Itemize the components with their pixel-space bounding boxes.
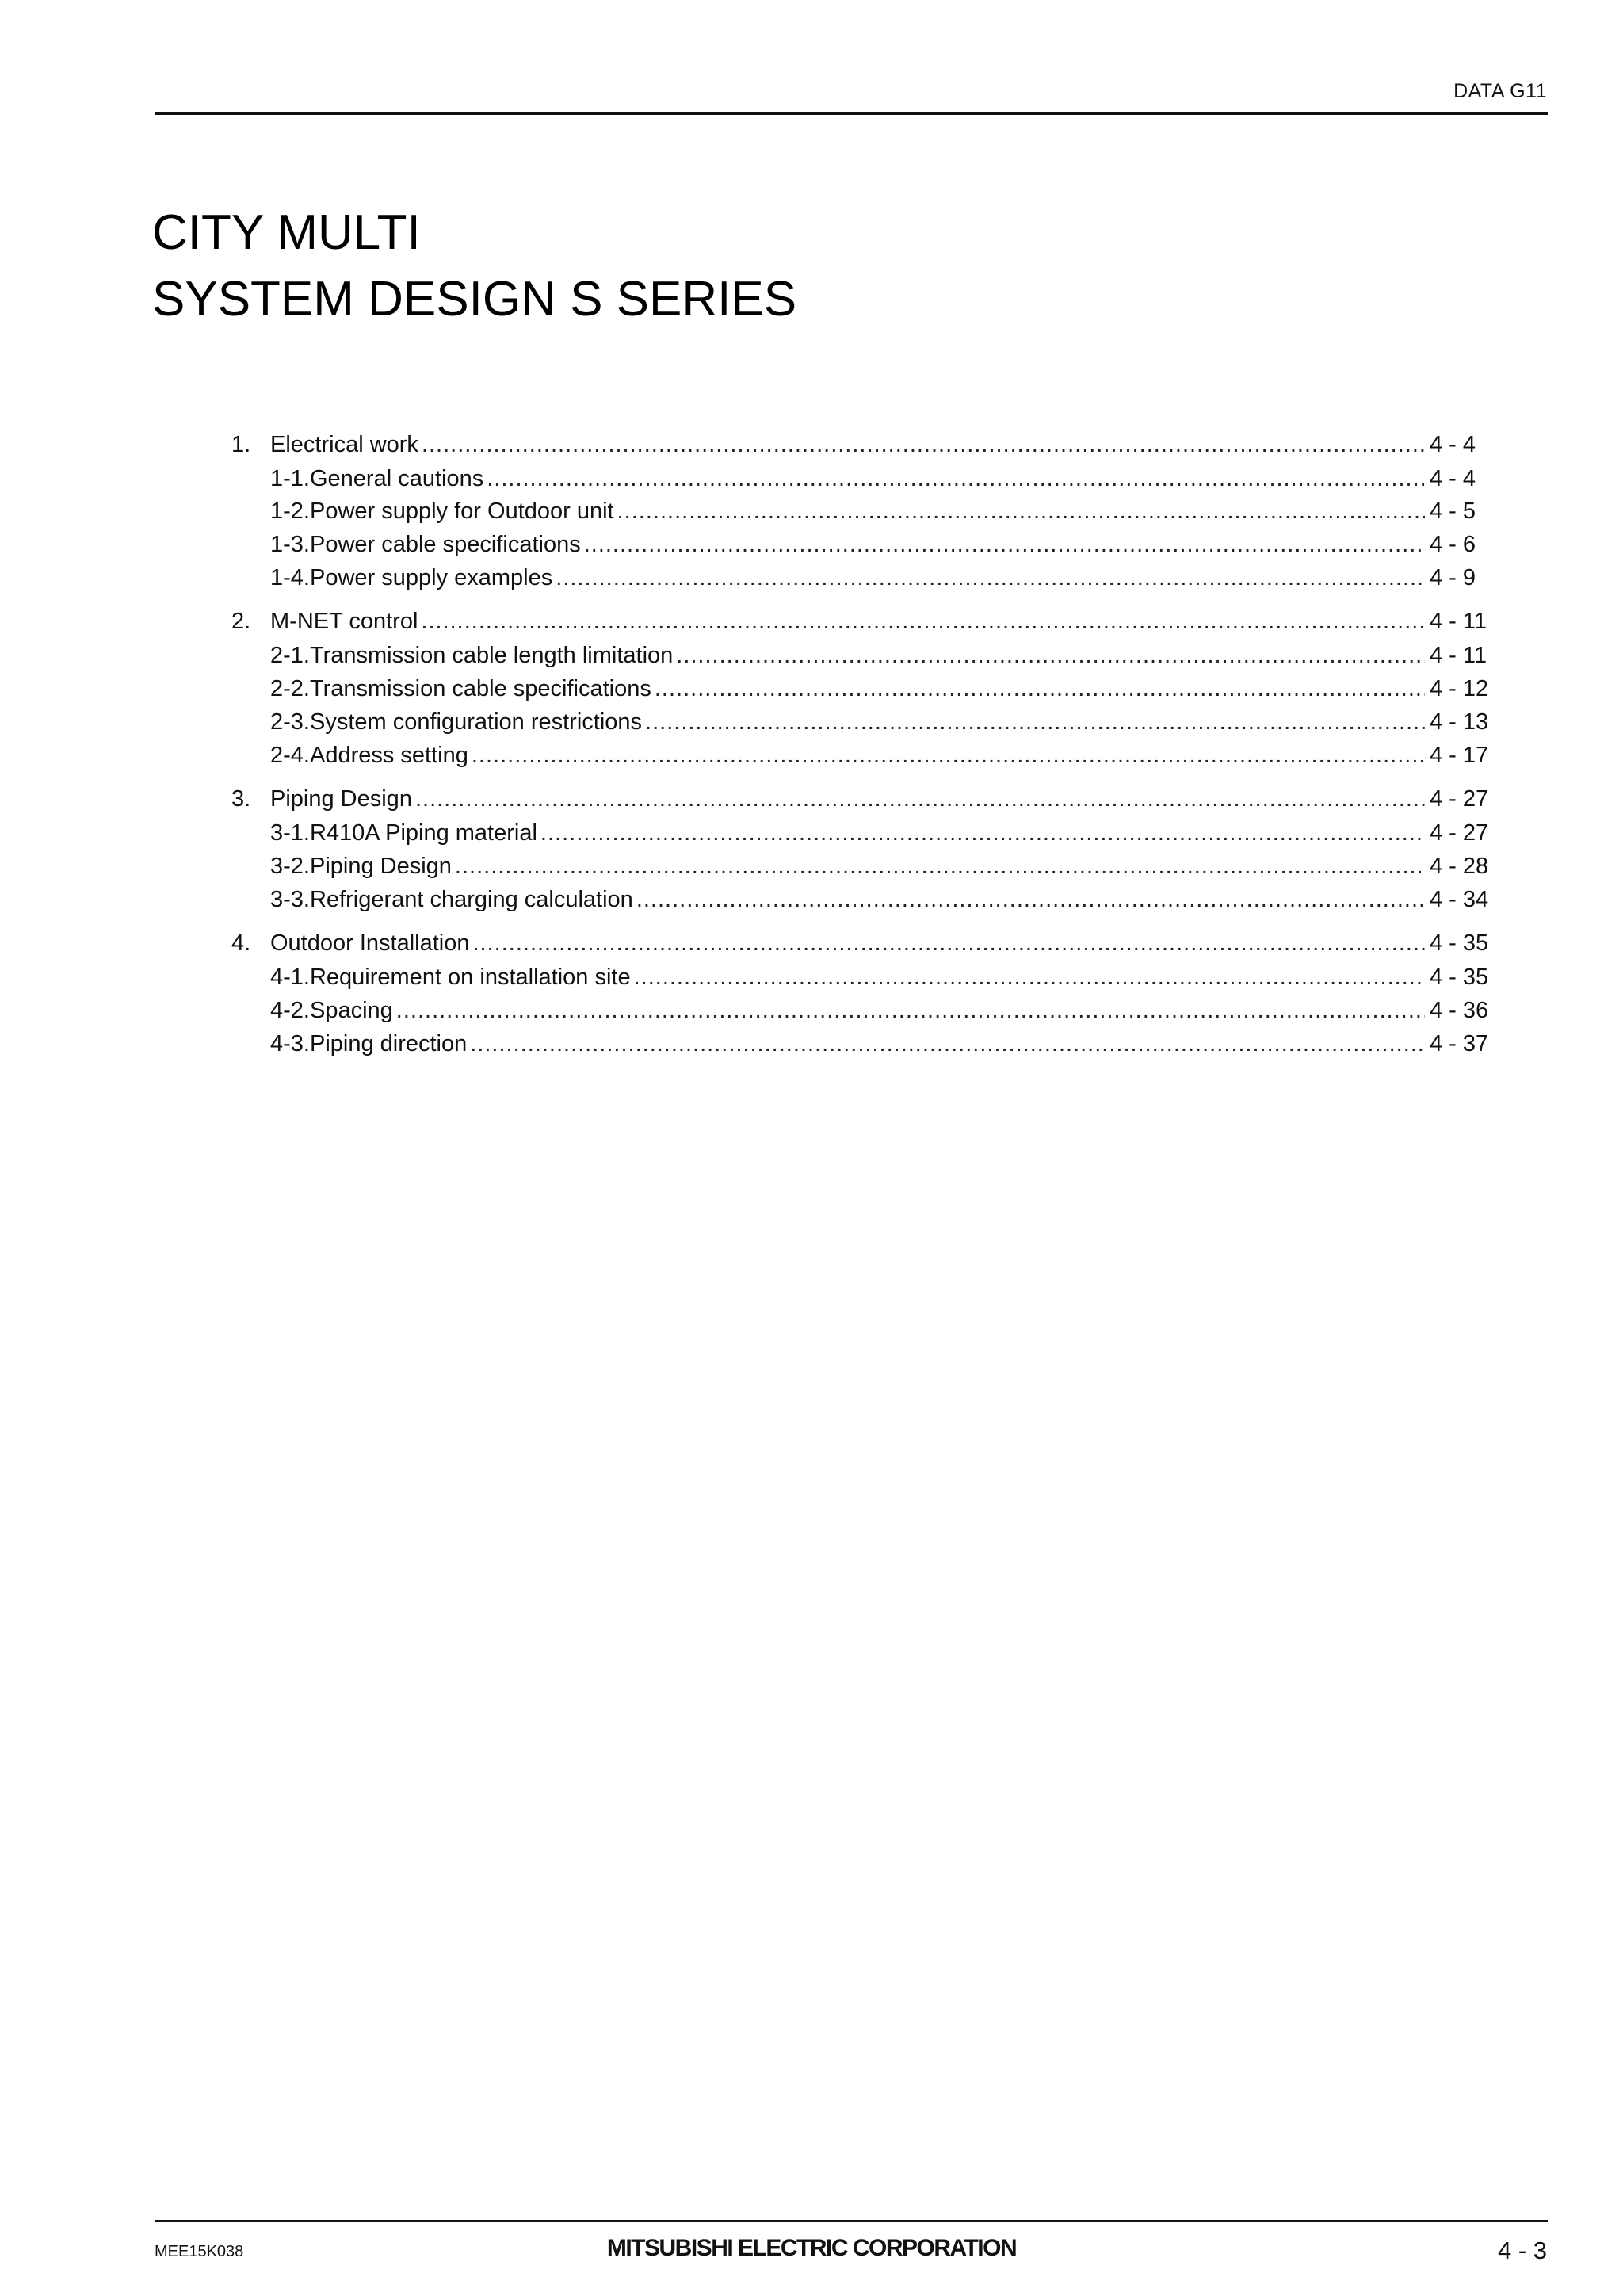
toc-item-label: 4-3.Piping direction: [270, 1031, 468, 1056]
dot-leader: [655, 673, 1425, 705]
toc-page-number: 4 - 13: [1430, 709, 1489, 735]
toc-item-piping-design[interactable]: [270, 850, 1499, 882]
dot-leader: [396, 995, 1425, 1026]
toc-section-number: 1.: [231, 432, 251, 457]
dot-leader: [421, 606, 1425, 637]
dot-leader: [676, 640, 1425, 671]
dot-leader: [617, 495, 1425, 527]
toc-page-number: 4 - 34: [1430, 887, 1489, 912]
toc-item-power-supply-outdoor[interactable]: [270, 495, 1499, 527]
footer-rule: [155, 2220, 1548, 2222]
toc-item-label: 4-2.Spacing: [270, 998, 393, 1023]
toc-page-number: 4 - 36: [1430, 998, 1489, 1023]
toc-item-power-supply-examples[interactable]: [270, 562, 1499, 594]
dot-leader: [487, 463, 1425, 495]
dot-leader: [472, 927, 1425, 959]
dot-leader: [636, 884, 1425, 915]
toc-item-label: 1-2.Power supply for Outdoor unit: [270, 499, 614, 524]
toc-page-number: 4 - 11: [1430, 609, 1487, 634]
company-logo-text: MITSUBISHI ELECTRIC CORPORATION: [606, 2235, 1017, 2261]
toc-item-label: 1-1.General cautions: [270, 466, 484, 491]
toc-page-number: 4 - 27: [1430, 786, 1489, 812]
toc-item-label: 3-1.R410A Piping material: [270, 820, 537, 846]
toc-section-m-net-control[interactable]: [231, 606, 1499, 637]
toc-section-piping-design[interactable]: [231, 783, 1499, 815]
toc-page-number: 4 - 5: [1430, 499, 1476, 524]
dot-leader: [584, 529, 1425, 560]
dot-leader: [470, 1028, 1425, 1060]
toc-page-number: 4 - 12: [1430, 676, 1489, 701]
toc-page-number: 4 - 4: [1430, 432, 1476, 457]
toc-item-installation-site[interactable]: [270, 961, 1499, 993]
toc-item-address-setting[interactable]: [270, 739, 1499, 771]
toc-section-label: Outdoor Installation: [270, 930, 470, 956]
toc-page-number: 4 - 35: [1430, 930, 1489, 956]
toc-section-label: M-NET control: [270, 609, 418, 634]
toc-item-label: 1-3.Power cable specifications: [270, 532, 581, 557]
dot-leader: [415, 783, 1425, 815]
toc-item-label: 3-3.Refrigerant charging calculation: [270, 887, 633, 912]
toc-section-electrical-work[interactable]: [231, 429, 1499, 460]
toc-page-number: 4 - 37: [1430, 1031, 1489, 1056]
toc-page-number: 4 - 28: [1430, 854, 1489, 879]
title-line-1: CITY MULTI: [152, 205, 421, 260]
toc-section-number: 2.: [231, 609, 251, 634]
toc-page-number: 4 - 17: [1430, 743, 1489, 768]
title-line-2: SYSTEM DESIGN S SERIES: [152, 272, 797, 327]
dot-leader: [422, 429, 1425, 460]
toc-page-number: 4 - 6: [1430, 532, 1476, 557]
toc-item-label: 2-1.Transmission cable length limitation: [270, 643, 674, 668]
toc-item-label: 4-1.Requirement on installation site: [270, 965, 631, 990]
toc-section-number: 3.: [231, 786, 251, 812]
toc-item-power-cable-specifications[interactable]: [270, 529, 1499, 560]
toc-item-r410a-piping-material[interactable]: [270, 817, 1499, 849]
toc-item-label: 1-4.Power supply examples: [270, 565, 553, 590]
footer-page-number: 4 - 3: [1497, 2237, 1547, 2264]
dot-leader: [540, 817, 1425, 849]
toc-section-label: Piping Design: [270, 786, 412, 812]
document-code: DATA G11: [1453, 80, 1547, 102]
toc-page-number: 4 - 27: [1430, 820, 1489, 846]
toc-item-label: 3-2.Piping Design: [270, 854, 452, 879]
dot-leader: [634, 961, 1425, 993]
toc-item-label: 2-2.Transmission cable specifications: [270, 676, 651, 701]
toc-item-spacing[interactable]: [270, 995, 1499, 1026]
toc-page-number: 4 - 35: [1430, 965, 1489, 990]
footer-document-code: MEE15K038: [155, 2243, 244, 2260]
toc-item-transmission-cable-length[interactable]: [270, 640, 1499, 671]
toc-page-number: 4 - 4: [1430, 466, 1476, 491]
toc-item-refrigerant-charging[interactable]: [270, 884, 1499, 915]
toc-item-piping-direction[interactable]: [270, 1028, 1499, 1060]
dot-leader: [472, 739, 1425, 771]
toc-section-number: 4.: [231, 930, 251, 956]
toc-page-number: 4 - 9: [1430, 565, 1476, 590]
toc-page-number: 4 - 11: [1430, 643, 1487, 668]
toc-item-system-configuration[interactable]: [270, 706, 1499, 738]
dot-leader: [455, 850, 1425, 882]
dot-leader: [556, 562, 1425, 594]
toc-item-label: 2-3.System configuration restrictions: [270, 709, 643, 735]
toc-section-outdoor-installation[interactable]: [231, 927, 1499, 959]
toc-section-label: Electrical work: [270, 432, 418, 457]
toc-item-label: 2-4.Address setting: [270, 743, 468, 768]
toc-item-transmission-cable-specifications[interactable]: [270, 673, 1499, 705]
table-of-contents: [0, 0, 1623, 1110]
toc-item-general-cautions[interactable]: [270, 463, 1499, 495]
dot-leader: [645, 706, 1425, 738]
